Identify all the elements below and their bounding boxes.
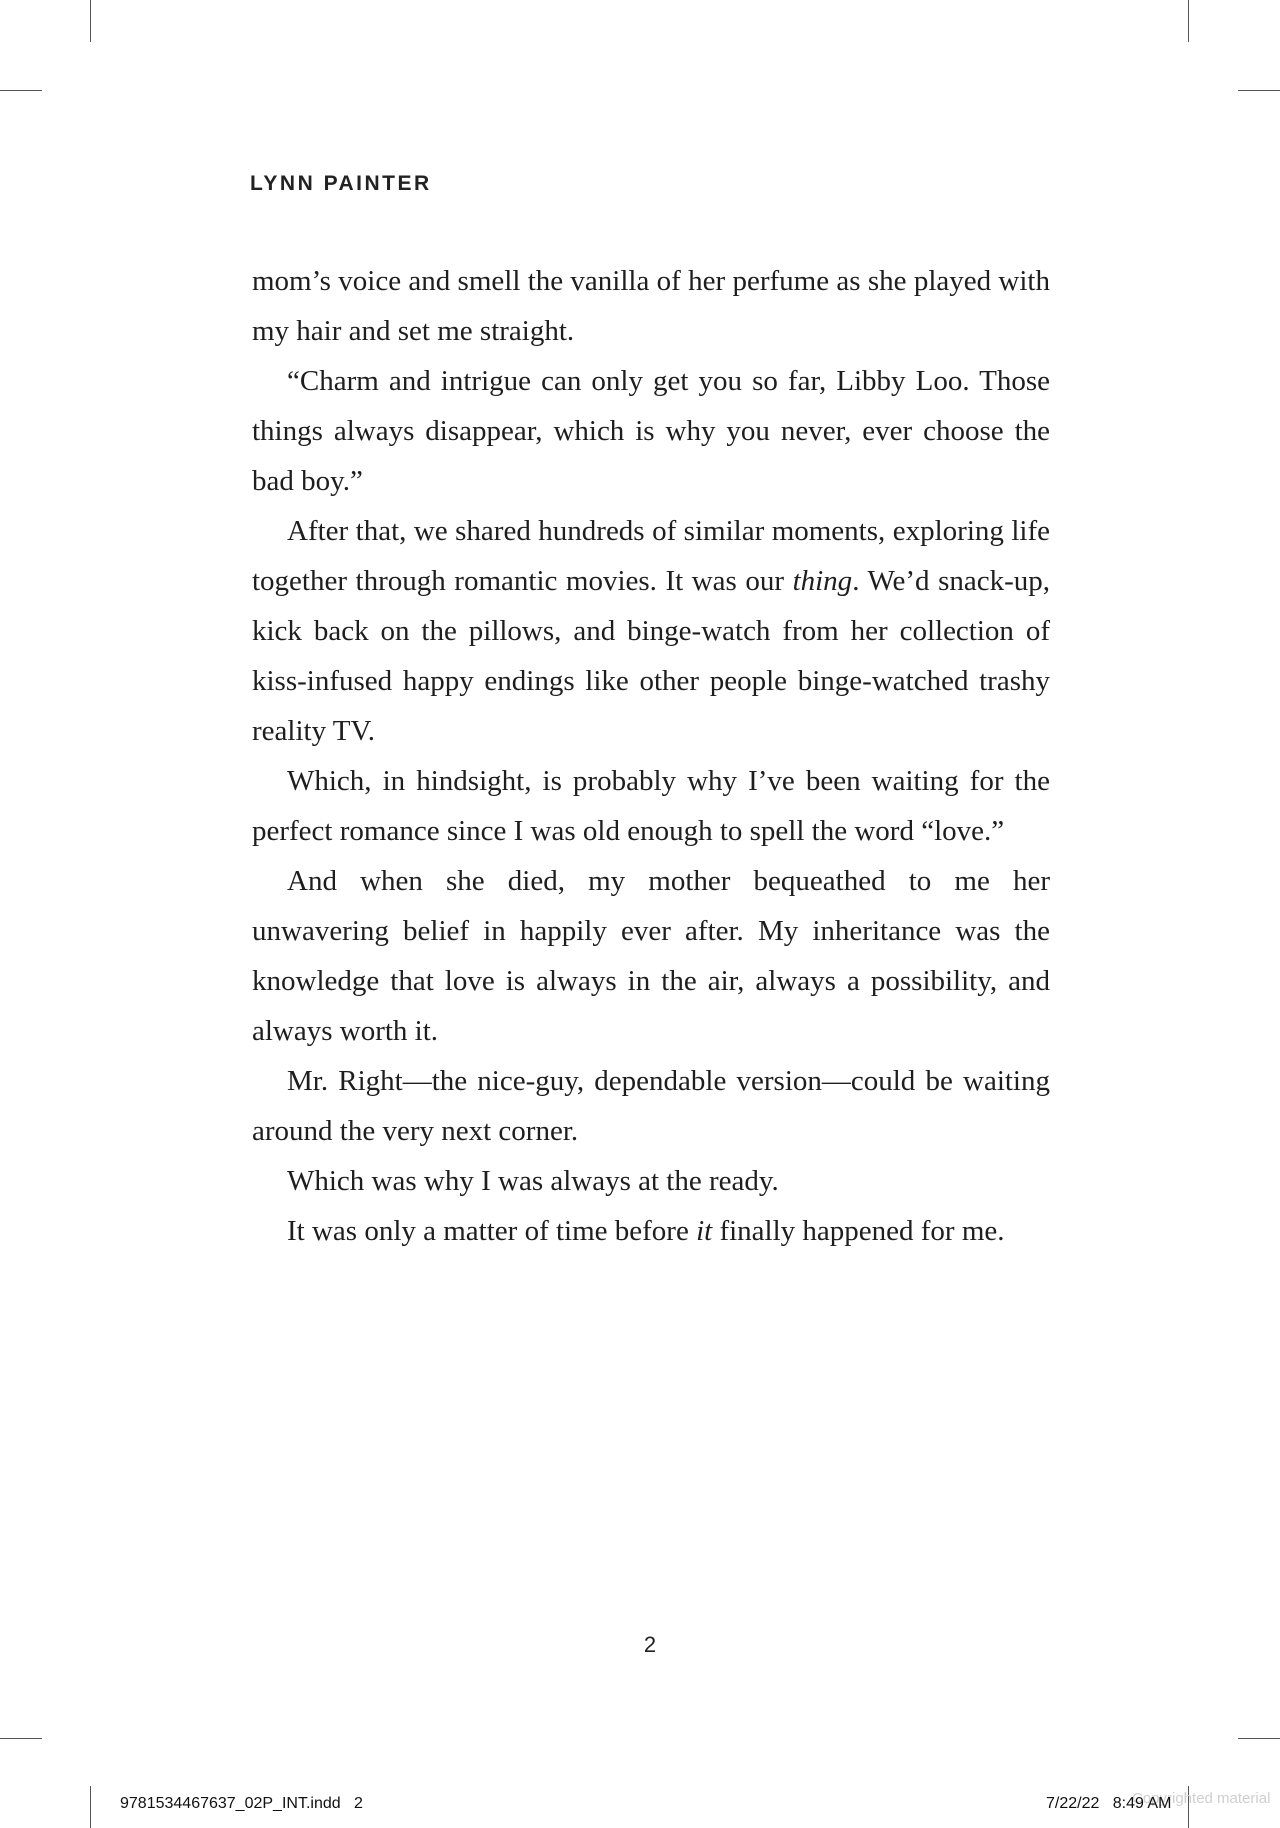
paragraph: Which was why I was always at the ready. <box>287 1165 779 1197</box>
body-text <box>252 256 1050 1256</box>
emphasis-text: thing <box>792 565 853 597</box>
paragraph: Which, in hindsight, is probably why I’ve been waiting for the perfect romance since I was old enough to spell the word “love.” <box>252 765 1050 847</box>
slug-file-name: 9781534467637_02P_INT.indd 2 <box>120 1795 363 1812</box>
paragraph-text: It was only a matter of time before <box>287 1215 697 1247</box>
crop-mark-bottom-left <box>90 1786 91 1828</box>
paragraph: “Charm and intrigue can only get you so far, Libby Loo. Those things always disappear, which is why you never, ever choose the bad boy.” <box>252 365 1050 497</box>
paragraph-text: . We’d snack-up, kick back on the pillows, and binge-watch from her collection of kiss-infused happy endings like other people binge-watched trashy reality TV. <box>252 565 1051 747</box>
crop-mark-right-top <box>1238 90 1280 91</box>
crop-mark-left-top <box>0 90 42 91</box>
paragraph-text: finally happened for me. <box>712 1215 1005 1247</box>
running-head: LYNN PAINTER <box>250 172 432 195</box>
paragraph: Mr. Right—the nice-guy, dependable version—could be waiting around the very next corner. <box>252 1065 1050 1147</box>
crop-mark-left-bottom <box>0 1738 42 1739</box>
paragraph: mom’s voice and smell the vanilla of her perfume as she played with my hair and set me straight. <box>252 265 1050 347</box>
paragraph-text: After that, we shared hundreds of similar moments, exploring life together through romantic movies. It was our <box>252 515 1050 597</box>
paragraph: And when she died, my mother bequeathed to me her unwavering belief in happily ever after. My inheritance was the knowledge that love is always in the air, always a possibility, and always worth it. <box>252 865 1050 1047</box>
copyright-watermark: Copyrighted material <box>1132 1790 1271 1807</box>
paragraph <box>252 1206 1050 1256</box>
crop-mark-top-left <box>90 0 91 42</box>
page-number: 2 <box>643 1632 657 1657</box>
slug-timestamp: 7/22/22 8:49 AM <box>1046 1795 1172 1812</box>
crop-mark-right-bottom <box>1238 1738 1280 1739</box>
emphasis-text: it <box>696 1215 713 1247</box>
paragraph <box>252 506 1050 756</box>
crop-mark-top-right <box>1188 0 1189 42</box>
